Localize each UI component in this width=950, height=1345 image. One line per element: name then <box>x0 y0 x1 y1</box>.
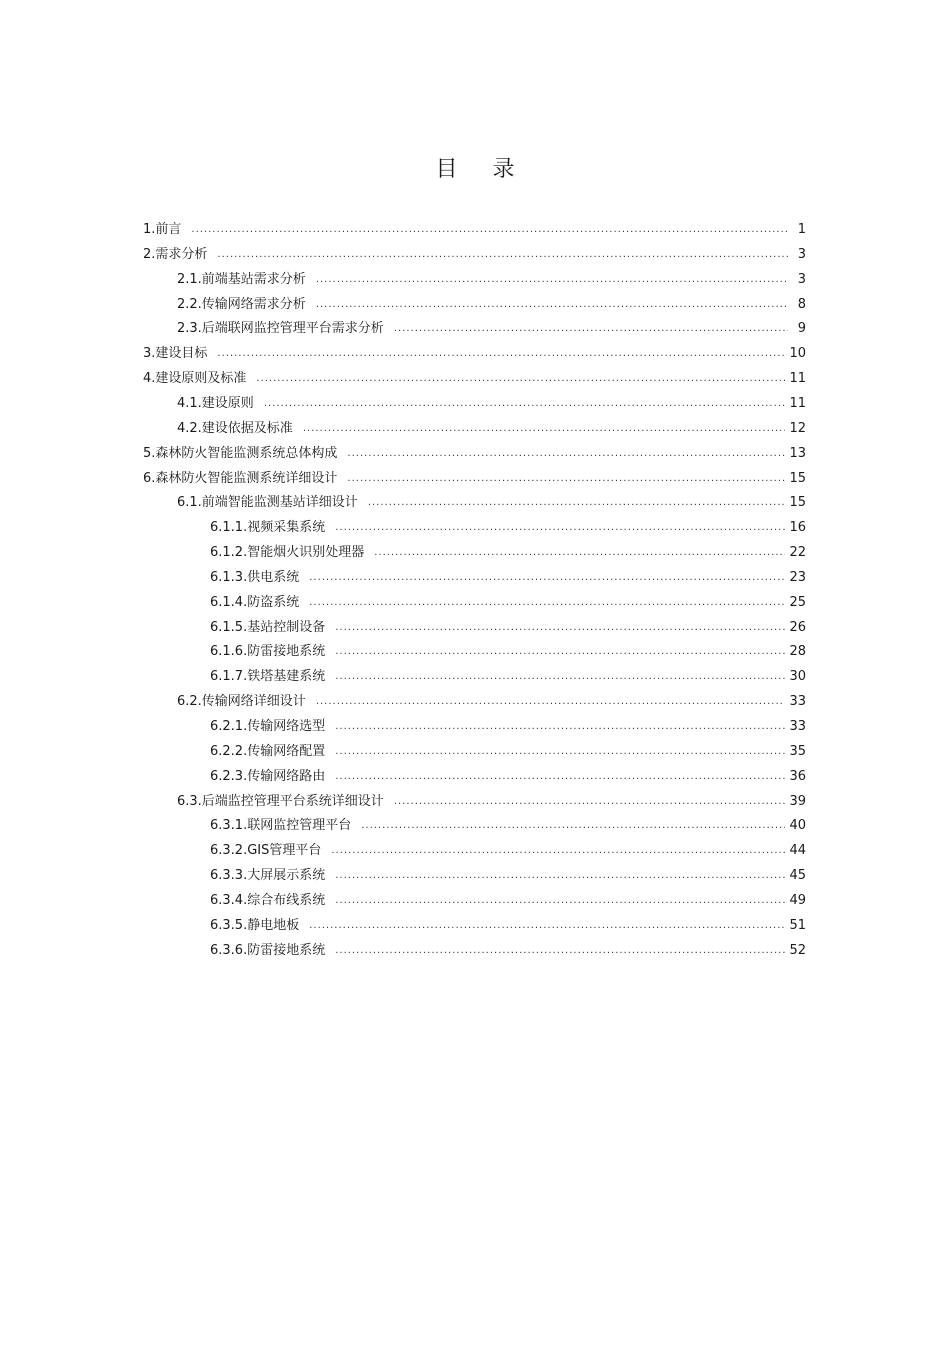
toc-entry-label: 2.3.后端联网监控管理平台需求分析 <box>177 321 384 337</box>
toc-entry-page-number: 28 <box>789 644 806 660</box>
toc-dot-leader <box>335 667 785 687</box>
toc-entry-page-number: 10 <box>789 346 806 362</box>
toc-dot-leader <box>264 394 786 414</box>
toc-entry-page-number: 3 <box>797 246 806 262</box>
toc-entry[interactable] <box>177 319 806 339</box>
toc-entry-page-number: 3 <box>797 271 806 287</box>
toc-entry-page-number: 8 <box>797 296 806 312</box>
toc-dot-leader <box>335 717 785 737</box>
toc-entry-page-number: 25 <box>789 594 806 610</box>
toc-dot-leader <box>335 642 785 662</box>
toc-entry[interactable] <box>177 792 806 812</box>
toc-dot-leader <box>335 866 785 886</box>
toc-entry[interactable] <box>177 493 806 513</box>
toc-entry-page-number: 9 <box>797 321 806 337</box>
toc-entry[interactable] <box>210 866 806 886</box>
toc-entry[interactable] <box>143 220 806 240</box>
toc-entry-label: 3.建设目标 <box>143 346 208 362</box>
toc-dot-leader <box>347 444 785 464</box>
toc-entry[interactable] <box>210 941 806 961</box>
toc-entry[interactable] <box>143 369 806 389</box>
toc-dot-leader <box>335 891 785 911</box>
toc-entry[interactable] <box>143 444 806 464</box>
toc-entry[interactable] <box>210 667 806 687</box>
toc-entry[interactable] <box>143 245 806 265</box>
toc-entry[interactable] <box>210 816 806 836</box>
toc-entry-page-number: 40 <box>789 818 806 834</box>
toc-entry[interactable] <box>210 543 806 563</box>
toc-dot-leader <box>394 792 786 812</box>
toc-entry[interactable] <box>210 891 806 911</box>
toc-entry[interactable] <box>177 270 806 290</box>
toc-entry-label: 2.需求分析 <box>143 246 208 262</box>
toc-dot-leader <box>335 767 785 787</box>
toc-entry-label: 5.森林防火智能监测系统总体构成 <box>143 445 338 461</box>
toc-entry-page-number: 30 <box>789 669 806 685</box>
toc-entry[interactable] <box>210 642 806 662</box>
toc-dot-leader <box>335 518 785 538</box>
toc-dot-leader <box>316 270 788 290</box>
toc-entry-page-number: 44 <box>789 843 806 859</box>
toc-entry-label: 4.2.建设依据及标准 <box>177 420 293 436</box>
toc-entry-page-number: 26 <box>789 619 806 635</box>
toc-entry-label: 6.1.6.防雷接地系统 <box>210 644 326 660</box>
toc-entry-label: 6.3.3.大屏展示系统 <box>210 868 326 884</box>
toc-dot-leader <box>217 245 788 265</box>
toc-entry-page-number: 1 <box>797 222 806 237</box>
toc-entry[interactable] <box>210 742 806 762</box>
toc-dot-leader <box>309 916 785 936</box>
toc-entry-page-number: 23 <box>789 569 806 585</box>
toc-entry-page-number: 11 <box>789 371 806 387</box>
toc-entry-label: 6.1.7.铁塔基建系统 <box>210 669 326 685</box>
toc-entry-page-number: 13 <box>789 445 806 461</box>
toc-entry[interactable] <box>143 469 806 489</box>
toc-entry-label: 6.1.5.基站控制设备 <box>210 619 326 635</box>
toc-dot-leader <box>303 419 786 439</box>
toc-entry-page-number: 15 <box>789 470 806 486</box>
toc-entry[interactable] <box>210 717 806 737</box>
toc-entry[interactable] <box>177 295 806 315</box>
toc-entry-label: 6.1.3.供电系统 <box>210 569 300 585</box>
toc-entry-label: 6.3.1.联网监控管理平台 <box>210 818 352 834</box>
toc-entry-label: 2.2.传输网络需求分析 <box>177 296 306 312</box>
toc-entry[interactable] <box>177 419 806 439</box>
toc-dot-leader <box>331 841 785 861</box>
toc-entry[interactable] <box>210 568 806 588</box>
toc-entry-label: 6.1.4.防盗系统 <box>210 594 300 610</box>
toc-entry-page-number: 45 <box>789 868 806 884</box>
toc-entry-page-number: 49 <box>789 892 806 908</box>
toc-entry[interactable] <box>177 394 806 414</box>
toc-entry-label: 6.3.2.GIS管理平台 <box>210 843 322 859</box>
toc-dot-leader <box>368 493 786 513</box>
toc-entry-page-number: 15 <box>789 495 806 511</box>
toc-dot-leader <box>335 941 785 961</box>
toc-entry-label: 6.2.2.传输网络配置 <box>210 743 326 759</box>
toc-dot-leader <box>347 469 785 489</box>
toc-entry-label: 6.1.2.智能烟火识别处理器 <box>210 545 365 561</box>
toc-entry-label: 6.2.1.传输网络选型 <box>210 719 326 734</box>
toc-entry-page-number: 35 <box>789 743 806 759</box>
toc-entry-page-number: 39 <box>789 793 806 809</box>
toc-entry[interactable] <box>210 767 806 787</box>
toc-dot-leader <box>309 568 785 588</box>
toc-entry-page-number: 12 <box>789 420 806 436</box>
toc-entry[interactable] <box>210 618 806 638</box>
page-title: 目 录 <box>435 157 529 182</box>
toc-entry-page-number: 36 <box>789 768 806 784</box>
toc-dot-leader <box>394 319 788 339</box>
toc-entry[interactable] <box>210 841 806 861</box>
toc-dot-leader <box>335 742 785 762</box>
toc-dot-leader <box>217 344 785 364</box>
toc-entry-label: 1.前言 <box>143 222 182 237</box>
toc-entry-page-number: 52 <box>789 942 806 958</box>
toc-entry-label: 4.1.建设原则 <box>177 395 254 411</box>
toc-dot-leader <box>361 816 785 836</box>
toc-entry[interactable] <box>210 916 806 936</box>
toc-entry-label: 6.3.4.综合布线系统 <box>210 892 326 908</box>
toc-entry-page-number: 33 <box>789 719 806 734</box>
toc-dot-leader <box>316 692 786 712</box>
toc-dot-leader <box>309 593 785 613</box>
toc-entry-label: 6.3.6.防雷接地系统 <box>210 942 326 958</box>
toc-entry-label: 6.1.前端智能监测基站详细设计 <box>177 495 358 511</box>
toc-entry-label: 6.1.1.视频采集系统 <box>210 520 326 536</box>
toc-entry[interactable] <box>143 344 806 364</box>
toc-entry[interactable] <box>210 593 806 613</box>
toc-entry-label: 6.森林防火智能监测系统详细设计 <box>143 470 338 486</box>
toc-entry-page-number: 16 <box>789 520 806 536</box>
toc-entry-page-number: 22 <box>789 545 806 561</box>
toc-dot-leader <box>374 543 785 563</box>
toc-entry[interactable] <box>177 692 806 712</box>
toc-entry-page-number: 11 <box>789 395 806 411</box>
toc-entry-page-number: 33 <box>789 694 806 710</box>
toc-entry[interactable] <box>210 518 806 538</box>
toc-dot-leader <box>335 618 785 638</box>
toc-entry-page-number: 51 <box>789 917 806 933</box>
toc-entry-label: 6.3.后端监控管理平台系统详细设计 <box>177 793 384 809</box>
toc-entry-label: 6.2.传输网络详细设计 <box>177 694 306 710</box>
toc-dot-leader <box>256 369 785 389</box>
toc-entry-label: 6.2.3.传输网络路由 <box>210 768 326 784</box>
toc-entry-label: 6.3.5.静电地板 <box>210 917 300 933</box>
toc-dot-leader <box>316 295 788 315</box>
toc-entry-label: 2.1.前端基站需求分析 <box>177 271 306 287</box>
toc-entry-label: 4.建设原则及标准 <box>143 371 247 387</box>
toc-dot-leader <box>191 220 788 240</box>
